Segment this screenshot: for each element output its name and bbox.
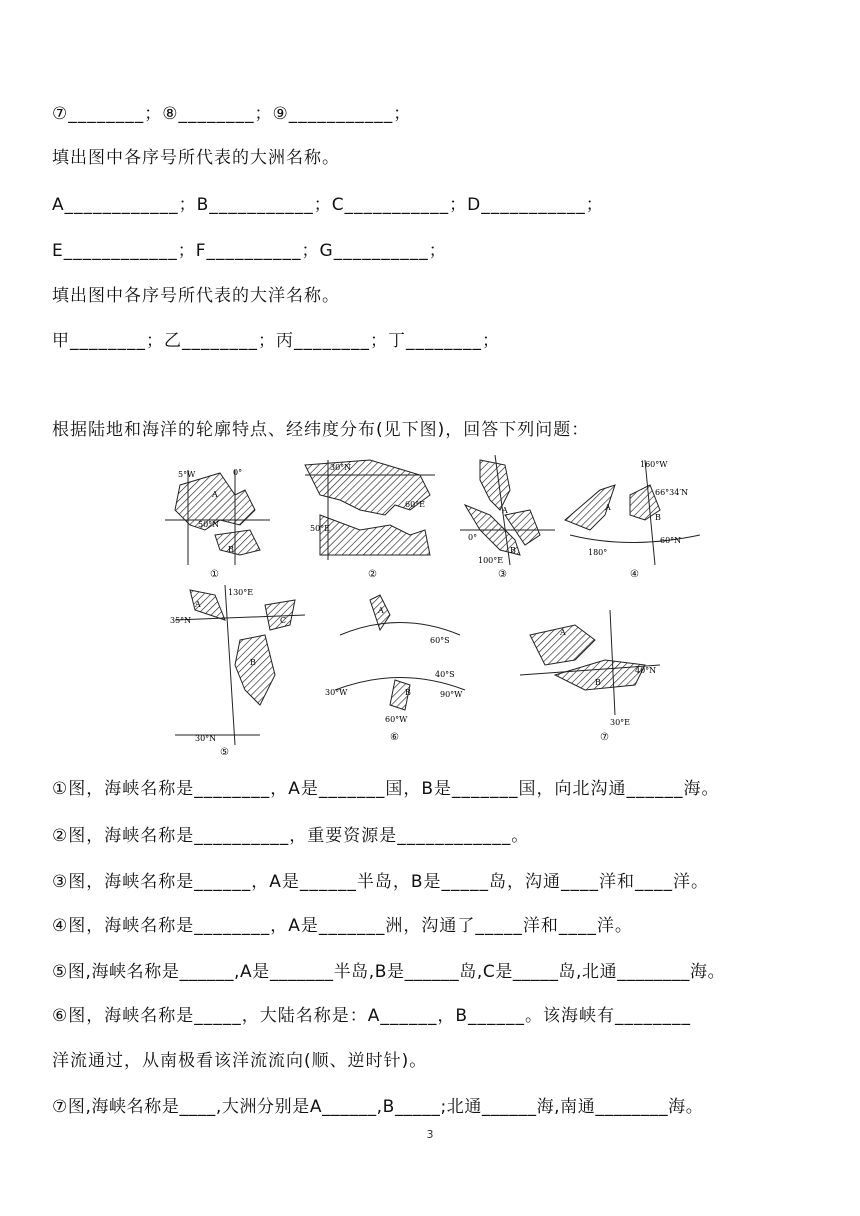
map-1	[165, 468, 270, 580]
map-4-label-b: B	[655, 513, 661, 522]
question-3: ③图，海峡名称是______，A是______半岛，B是_____岛，沟通____洋和____洋。	[52, 872, 710, 892]
map-5-number: ⑤	[220, 747, 229, 755]
map-7	[520, 610, 660, 743]
map-3-number: ③	[498, 569, 507, 580]
map-7-label-b: B	[595, 678, 601, 687]
map-1-label-lon-w: 5°W	[178, 470, 196, 479]
map-7-label-a: A	[560, 628, 566, 637]
line-continents-2: E____________；F__________；G__________；	[52, 241, 447, 261]
map-6-number: ⑥	[390, 732, 399, 743]
map-6-label-a: A	[378, 606, 384, 615]
map-3-label-lat: 0°	[468, 533, 478, 542]
line-fill-numbers: ⑦________；⑧________；⑨___________；	[52, 104, 412, 124]
map-7-label-lon: 30°E	[610, 718, 631, 727]
map-5-label-c: C	[280, 616, 287, 625]
page-number: 3	[426, 1128, 434, 1141]
map-2-label-lat: 30°N	[330, 463, 352, 472]
question-2: ②图，海峡名称是__________，重要资源是____________。	[52, 826, 530, 846]
map-2-label-lon-w: 50°E	[310, 524, 331, 533]
map-6-label-lon-60w: 60°W	[385, 715, 408, 724]
map-5	[170, 585, 305, 755]
map-5-label-lat-north: 35°N	[170, 616, 192, 625]
line-oceans: 甲________；乙________；丙________；丁________；	[52, 331, 500, 351]
map-3	[460, 455, 555, 580]
map-4-label-arctic: 66°34′N	[655, 488, 689, 497]
question-5: ⑤图,海峡名称是______,A是_______半岛,B是______岛,C是_____岛,北通________海。	[52, 962, 726, 982]
map-1-label-a: A	[212, 490, 218, 499]
map-3-label-b: B	[510, 546, 516, 555]
question-6-part-2: 洋流通过，从南极看该洋流流向(顺、逆时针)。	[52, 1051, 428, 1071]
map-6-label-lon-90w: 90°W	[440, 690, 463, 699]
map-4-label-a: A	[605, 503, 611, 512]
line-continents-1: A____________；B___________；C___________；D___________；	[52, 195, 604, 215]
question-4: ④图，海峡名称是________，A是_______洲，沟通了_____洋和____洋。	[52, 916, 633, 936]
map-7-label-lat: 40°N	[635, 666, 657, 675]
question-6-part-1: ⑥图，海峡名称是_____，大陆名称是：A______，B______。该海峡有________	[52, 1006, 692, 1026]
map-5-label-b: B	[250, 658, 256, 667]
map-6-label-b: B	[405, 688, 411, 697]
map-4-label-lon: 160°W	[640, 460, 668, 469]
map-1-label-lon-0: 0°	[233, 468, 243, 477]
map-4	[565, 460, 700, 580]
map-3-label-a: A	[502, 506, 508, 515]
map-2-label-lon-e: 60°E	[405, 500, 426, 509]
map-6-label-lat-40s: 40°S	[435, 670, 455, 679]
map-6-label-lat-60s: 60°S	[430, 636, 450, 645]
question-intro: 根据陆地和海洋的轮廓特点、经纬度分布(见下图)，回答下列问题：	[52, 420, 590, 440]
map-1-label-lat: 50°N	[198, 520, 220, 529]
map-3-label-lon: 100°E	[478, 556, 504, 565]
map-5-label-a: A	[195, 600, 201, 609]
map-2-number: ②	[368, 569, 377, 580]
map-4-number: ④	[630, 569, 639, 580]
map-1-label-b: B	[228, 545, 234, 554]
map-1-number: ①	[210, 569, 219, 580]
question-7: ⑦图,海峡名称是____,大洲分别是A______,B_____;北通______海,南通________海。	[52, 1097, 704, 1117]
instruction-oceans: 填出图中各序号所代表的大洋名称。	[52, 286, 340, 306]
map-7-number: ⑦	[600, 732, 609, 743]
strait-maps-figure	[160, 455, 705, 755]
map-5-label-lat-south: 30°N	[195, 734, 217, 743]
map-2	[305, 460, 435, 580]
map-5-label-lon: 130°E	[228, 588, 254, 597]
instruction-continents: 填出图中各序号所代表的大洲名称。	[52, 148, 340, 168]
map-6-label-lon-30w: 30°W	[325, 688, 348, 697]
map-6	[325, 595, 465, 743]
question-1: ①图，海峡名称是________，A是_______国，B是_______国，向北沟通______海。	[52, 779, 720, 799]
map-4-label-dateline: 180°	[588, 548, 608, 557]
map-4-label-lat: 60°N	[660, 536, 682, 545]
